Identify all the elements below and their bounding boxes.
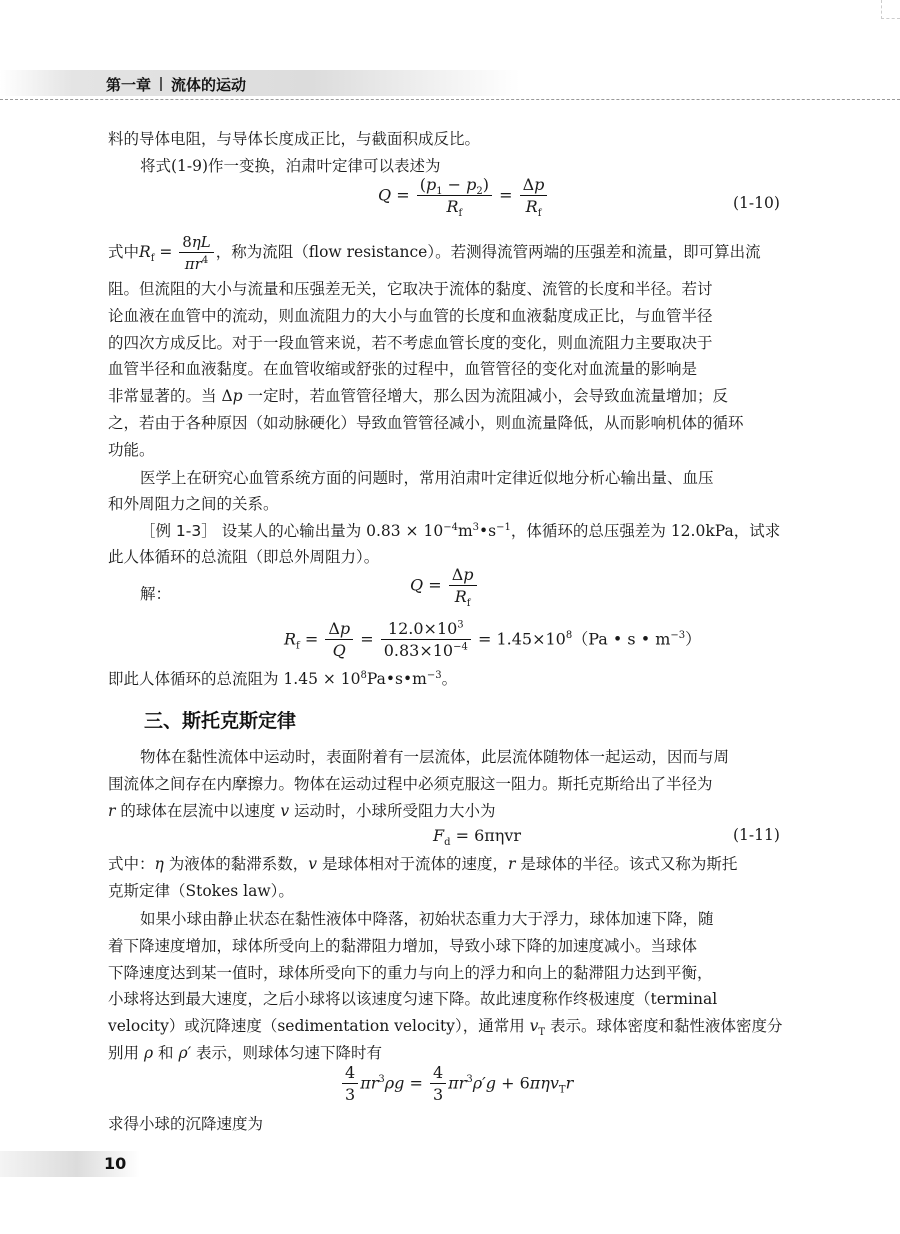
text-line: 非常显著的。当 Δp 一定时，若血管管径增大，那么因为流阻减小，会导致血流量增加；反	[108, 387, 729, 405]
text-line: 血管半径和血液黏度。在血管收缩或舒张的过程中，血管管径的变化对血流量的影响是	[108, 360, 698, 378]
text-line: 着下降速度增加，球体所受向上的黏滞阻力增加，导致小球下降的加速度减小。当球体	[108, 937, 698, 955]
text-line: 小球将达到最大速度，之后小球将以该速度匀速下降。故此速度称作终极速度（terminal	[108, 990, 718, 1008]
text-line: 求得小球的沉降速度为	[108, 1115, 264, 1133]
rf-denominator: 0.83×10	[383, 641, 454, 660]
equation-number: (1-10)	[733, 194, 780, 212]
text-line: 克斯定律（Stokes law）。	[108, 882, 294, 900]
text-span: velocity）或沉降速度（sedimentation velocity），通常用	[108, 1017, 525, 1035]
text-span: 是球体的半径。该式又称为斯托	[520, 855, 738, 873]
text-span: ，体循环的总压强差为 12.0kPa，试求	[510, 522, 781, 540]
example-line: ［例 1-3］ 设某人的心输出量为 $0.83 \times 10^{-4}m^3•s^{-1}$，体循环的总压强差为 12.0kPa，试求	[140, 521, 781, 540]
rf-numerator: 12.0×10	[387, 619, 458, 638]
rf-value: = 1.45×10	[477, 629, 566, 649]
header-band	[0, 70, 520, 96]
text-line: r 的球体在层流中以速度 v 运动时，小球所受阻力大小为	[108, 802, 496, 820]
text-line: velocity）或沉降速度（sedimentation velocity），通常用 $v_T$ 表示。球体密度和黏性液体密度分	[108, 1017, 783, 1039]
text-line: 料的导体电阻，与导体长度成正比，与截面积成反比。	[108, 130, 481, 148]
section-title: 三、斯托克斯定律	[144, 710, 297, 732]
equation-q: Q = $\frac{\Delta p}{R_f}$	[410, 566, 479, 606]
text-line: 即此人体循环的总流阻为 $1.45 \times 10^8Pa•s•m^{-3}$。	[108, 669, 458, 688]
text-line: 别用 ρ 和 ρ′ 表示，则球体匀速下降时有	[108, 1044, 383, 1062]
text-span: 一定时，若血管管径增大，那么因为流阻减小，会导致血流量增加；反	[247, 387, 729, 405]
equation-1-11: $F_d = 6\pi\eta vr$	[433, 826, 522, 849]
equation-force-balance: $\frac{4}{3}$ $\pi r^3\rho g$ = $\frac{4}{3}$ $\pi r^3\rho'g + 6\pi\eta v_Tr$	[340, 1064, 573, 1104]
text-span: 非常显著的。当	[108, 387, 217, 405]
text-line: 和外周阻力之间的关系。	[108, 495, 279, 513]
text-span: ，称为流阻（flow resistance）。若测得流管两端的压强差和流量，即可算出流	[215, 243, 761, 261]
text-line: 围流体之间存在内摩擦力。物体在运动过程中必须克服这一阻力。斯托克斯给出了半径为	[108, 775, 713, 793]
text-line: 式中$R_f$ = $\frac{8\eta L}{\pi r^4}$ ，称为流阻（flow resistance）。若测得流管两端的压强差和流量，即可算出流	[108, 233, 761, 273]
chapter-title: 流体的运动	[171, 76, 247, 94]
text-span: 设某人的心输出量为 0.83 × 10	[221, 522, 444, 540]
text-line: 此人体循环的总流阻（即总外周阻力）。	[108, 548, 380, 566]
text-span: 即此人体循环的总流阻为 1.45 × 10	[108, 670, 361, 688]
text-span: 是球体相对于流体的速度，	[321, 855, 508, 873]
chapter-number: 第一章	[106, 76, 152, 94]
header-separator	[160, 77, 162, 91]
text-span: 运动时，小球所受阻力大小为	[294, 802, 496, 820]
rf-unit: （Pa • s • m	[572, 629, 671, 649]
example-label: ［例 1-3］	[140, 522, 217, 540]
text-span: 表示，则球体匀速下降时有	[196, 1044, 383, 1062]
text-span: 的球体在层流中以速度	[120, 802, 276, 820]
page-corner-mark	[881, 0, 900, 19]
text-line: 将式(1-9)作一变换，泊肃叶定律可以表述为	[140, 157, 441, 175]
text-span: 别用	[108, 1044, 140, 1062]
running-header	[106, 74, 246, 95]
text-line: 医学上在研究心血管系统方面的问题时，常用泊肃叶定律近似地分析心输出量、血压	[140, 469, 714, 487]
text-line: 论血液在血管中的流动，则血流阻力的大小与血管的长度和血液黏度成正比，与血管半径	[108, 307, 713, 325]
header-rule	[0, 99, 900, 100]
text-line: 物体在黏性流体中运动时，表面附着有一层流体，此层流体随物体一起运动，因而与周	[140, 748, 730, 766]
text-line: 如果小球由静止状态在黏性液体中降落，初始状态重力大于浮力，球体加速下降，随	[140, 910, 714, 928]
text-line: 式中：η 为液体的黏滞系数，v 是球体相对于流体的速度，r 是球体的半径。该式又称为斯托	[108, 855, 738, 873]
text-span: 表示。球体密度和黏性液体密度分	[550, 1017, 783, 1035]
text-span: 式中：	[108, 855, 155, 873]
text-line: 下降速度达到某一值时，球体所受向下的重力与向上的浮力和向上的黏滞阻力达到平衡，	[108, 964, 713, 982]
page-number: 10	[104, 1154, 127, 1173]
equation-number: (1-11)	[733, 826, 780, 844]
equation-1-10: Q = $\frac{(p_1 - p_2)}{R_f}$ = $\frac{\Delta p}{R_f}$	[378, 176, 549, 216]
text-span: 为液体的黏滞系数，	[168, 855, 309, 873]
text-span: 式中	[108, 243, 140, 261]
solution-label: 解：	[140, 585, 172, 603]
text-line: 之，若由于各种原因（如动脉硬化）导致血管管径减小，则血流量降低，从而影响机体的循环	[108, 414, 744, 432]
text-span: 和	[158, 1044, 174, 1062]
text-span: 。	[441, 670, 458, 688]
text-line: 的四次方成反比。对于一段血管来说，若不考虑血管长度的变化，则血流阻力主要取决于	[108, 334, 713, 352]
text-span: Pa•s•m	[366, 670, 427, 688]
text-line: 阻。但流阻的大小与流量和压强差无关，它取决于流体的黏度、流管的长度和半径。若讨	[108, 280, 713, 298]
eq-1-11-rhs: = 6πηvr	[455, 826, 522, 845]
equation-rf: $R_f$ = $\frac{\Delta p}{Q}$ = $\frac{12.0\times 10^3}{0.83\times 10^{-4}}$ = $1.45\times 10^8(Pa$ • s • $m^{-3}$）	[284, 619, 702, 660]
text-line: 功能。	[108, 441, 155, 459]
